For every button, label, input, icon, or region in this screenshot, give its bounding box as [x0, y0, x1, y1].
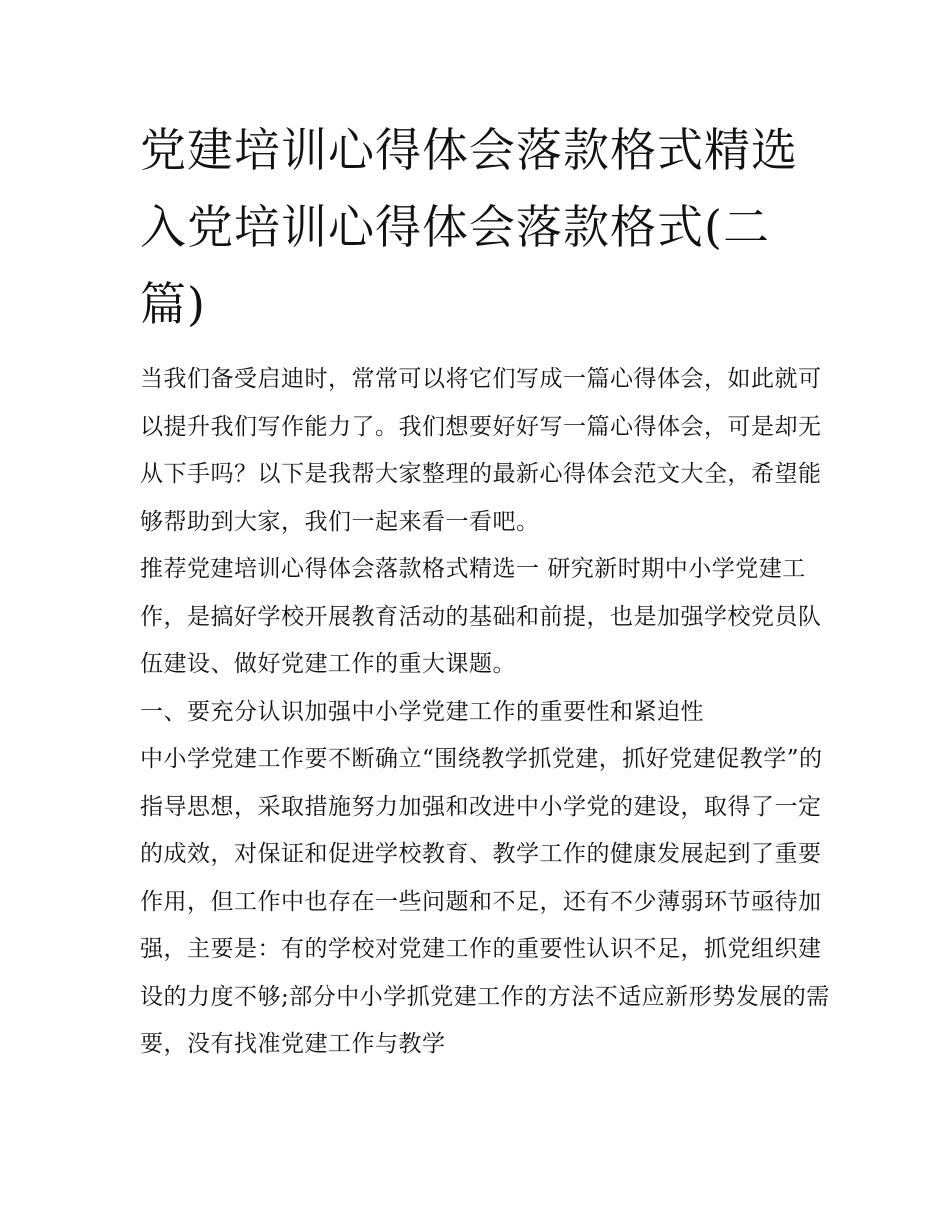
document-title: 党建培训心得体会落款格式精选 入党培训心得体会落款格式(二篇)	[140, 123, 798, 331]
paragraph-main: 中小学党建工作要不断确立“围绕教学抓党建，抓好党建促教学”的指导思想，采取措施努力加强和改进中小学党的建设，取得了一定的成效，对保证和促进学校教育、教学工作的健康发展起到了重要作用，但工作中也存在一些问题和不足，还有不少薄弱环节亟待加强，主要是：有的学校对党建工作的重要性认识不足，抓党组织建设的力度不够;部分中小学抓党建工作的方法不适应新形势发展的需要，没有找准党建工作与教学	[140, 746, 830, 1057]
paragraph-intro: 当我们备受启迪时，常常可以将它们写成一篇心得体会，如此就可以提升我们写作能力了。我们想要好好写一篇心得体会，可是却无从下手吗？以下是我帮大家整理的最新心得体会范文大全，希望能够帮助到大家，我们一起来看一看吧。	[140, 366, 822, 535]
paragraph-recommendation: 推荐党建培训心得体会落款格式精选一 研究新时期中小学党建工作，是搞好学校开展教育活动的基础和前提，也是加强学校党员队伍建设、做好党建工作的重大课题。	[140, 556, 822, 677]
section-heading: 一、要充分认识加强中小学党建工作的重要性和紧迫性	[140, 698, 704, 725]
document-body	[140, 356, 830, 1069]
